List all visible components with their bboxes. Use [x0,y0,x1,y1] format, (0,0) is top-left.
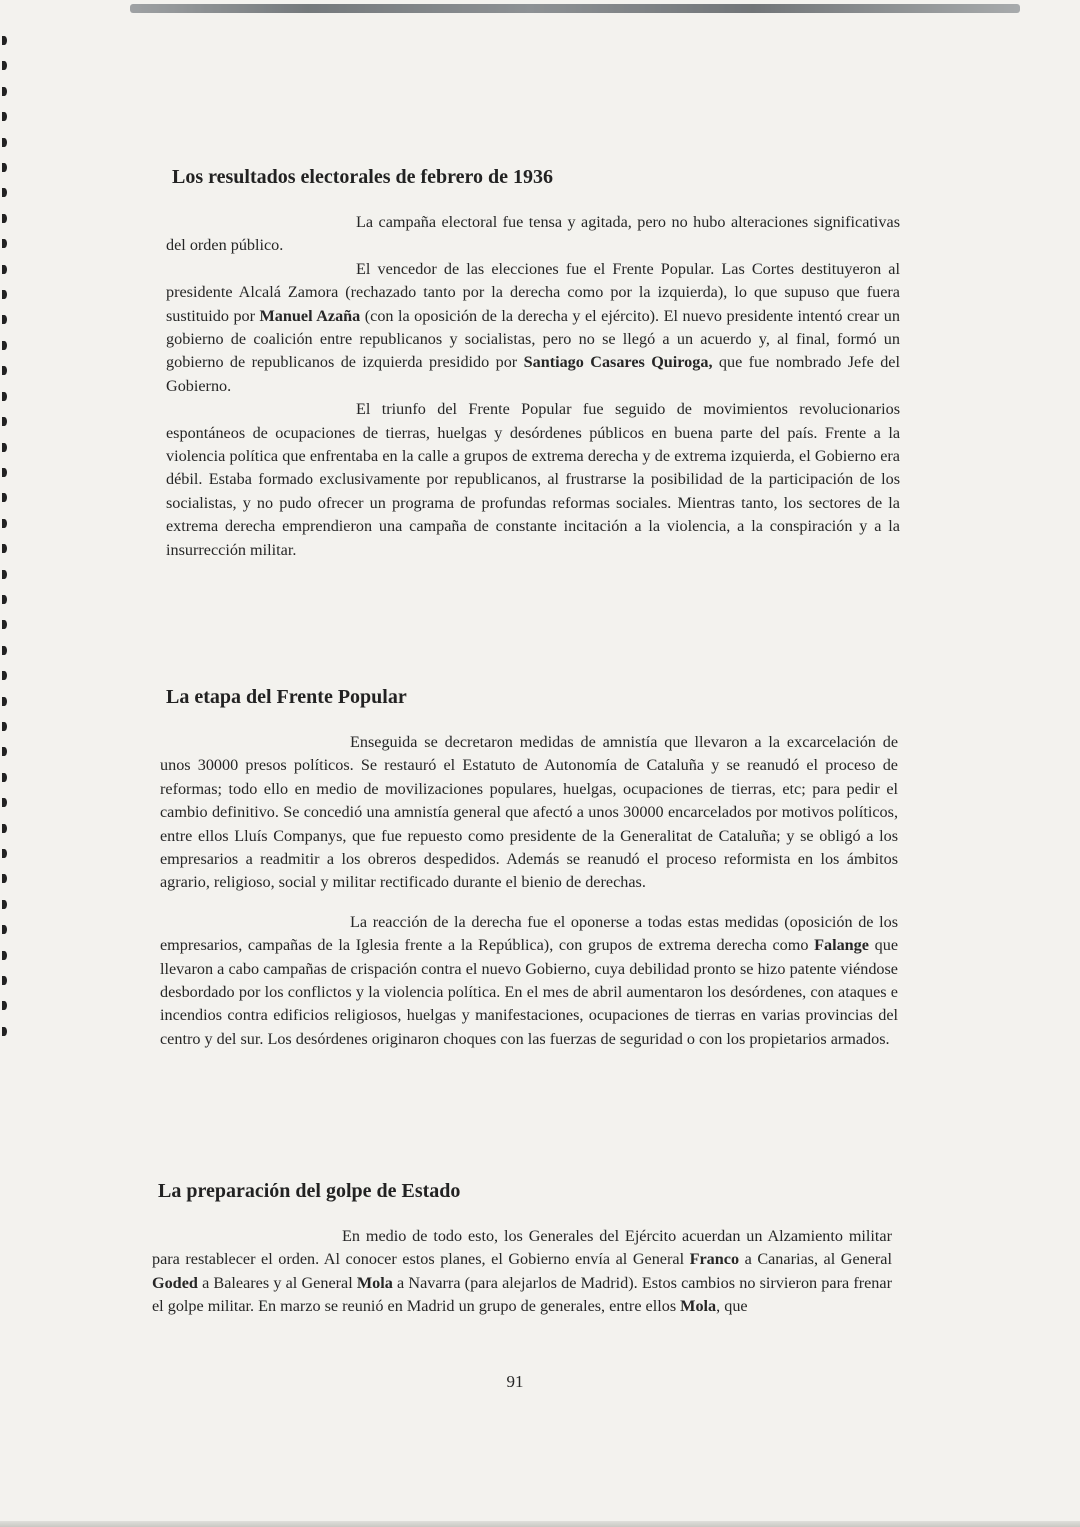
text-run: a Baleares y al General [197,1273,357,1292]
text-run: que fue nombrado Jefe del Gobierno. [166,353,900,395]
text-run: La reacción de la derecha fue el oponerse a todas estas medidas (oposición de los empresarios, campañas de la Iglesia frente a la República), con grupos de extrema derecha como [160,912,898,955]
binding-ring [2,87,7,96]
binding-ring [2,417,7,426]
binding-ring [2,976,7,985]
text-run: (con la oposición de la derecha y el ejército). El nuevo presidente intentó crear un gobierno de coalición entre republicanos y socialistas, pero no se llegó a un acuerdo y, al final, formó un gobierno de republicanos de izquierda presidido por [166,306,900,372]
bold-name: Mola [680,1297,717,1316]
binding-ring [2,1027,7,1036]
binding-ring [2,214,7,223]
spiral-binding [2,36,12,1036]
section-heading: Los resultados electorales de febrero de 1936 [172,166,554,188]
binding-ring [2,722,7,731]
binding-ring [2,951,7,960]
paragraph [166,211,900,258]
binding-ring [2,493,7,502]
text-run: a Canarias, al General [739,1250,892,1269]
bold-name: Manuel Azaña [259,306,361,325]
bold-name: Santiago Casares Quiroga, [523,353,713,372]
bottom-shadow [0,1521,1080,1527]
section-body [160,731,898,1051]
paragraph [160,731,898,895]
section-etapa-frente-popular [160,686,898,1051]
binding-ring [2,570,7,579]
bold-name: Falange [814,936,869,955]
text-run: El vencedor de las elecciones fue el Frente Popular. Las Cortes destituyeron al presidente Alcalá Zamora (rechazado tanto por la derecha como por la izquierda), lo que supuso que fuera sustituido por [166,259,900,325]
bold-name: Mola [356,1273,393,1292]
binding-ring [2,671,7,680]
binding-ring [2,646,7,655]
binding-ring [2,468,7,477]
binding-ring [2,824,7,833]
paragraph-gap [160,895,898,911]
binding-ring [2,239,7,248]
binding-ring [2,519,7,528]
binding-ring [2,900,7,909]
binding-ring [2,112,7,121]
binding-ring [2,392,7,401]
text-run: El triunfo del Frente Popular fue seguido de movimientos revolucionarios espontáneos de ocupaciones de tierras, huelgas y desórdenes públicos en buena parte del país. Frente a la violencia política que enfrentaba en la calle a grupos de extrema derecha y de extrema izquierda, el Gobierno era débil. Estaba formado exclusivamente por republicanos, al frustrarse la posibilidad de la participación de los socialistas, y no pudo ofrecer un programa de profundas reformas sociales. Mientras tanto, los sectores de la extrema derecha emprendieron una campaña de constante incitación a la violencia, a la conspiración y a la insurrección militar. [166,400,900,559]
section-body [152,1225,892,1319]
text-run: , que [716,1297,748,1316]
page-number: 91 [506,1372,524,1391]
binding-ring [2,315,7,324]
binding-ring [2,595,7,604]
binding-ring [2,773,7,782]
binding-ring [2,366,7,375]
text-run: Enseguida se decretaron medidas de amnistía que llevaron a la excarcelación de unos 30000 presos políticos. Se restauró el Estatuto de Autonomía de Cataluña y se reanudó el proceso de reformas; todo ello en medio de movilizaciones populares, huelgas, ocupaciones de tierras, etc; para pedir el cambio definitivo. Se concedió una amnistía general que afectó a unos 30000 encarcelados por motivos políticos, entre ellos Lluís Companys, que fue repuesto como presidente de la Generalitat de Cataluña; y se obligó a los empresarios a readmitir a los obreros despedidos. Además se reanudó el proceso reformista en los ámbitos agrario, religioso, social y militar rectificado durante el bienio de derechas. [160,733,898,892]
text-run: En medio de todo esto, los Generales del Ejército acuerdan un Alzamiento militar para restablecer el orden. Al conocer estos planes, el Gobierno envía al General [152,1227,892,1269]
paragraph [166,258,900,398]
binding-ring [2,849,7,858]
binding-ring [2,163,7,172]
bold-name: Goded [152,1273,198,1292]
binding-ring [2,747,7,756]
top-shadow-bar [130,4,1020,13]
binding-ring [2,620,7,629]
bold-name: Franco [689,1250,740,1269]
section-body [166,211,900,562]
binding-ring [2,61,7,70]
paragraph [166,398,900,562]
section-heading: La etapa del Frente Popular [166,686,407,708]
section-resultados-electorales [166,166,900,562]
binding-ring [2,925,7,934]
text-run: que llevaron a cabo campañas de crispación contra el nuevo Gobierno, cuya debilidad pronto se hizo patente viéndose desbordado por los conflictos y la violencia política. En el mes de abril aumentaron los desórdenes, con ataques e incendios contra edificios religiosos, huelgas y manifestaciones, ocupaciones de tierras en varias provincias del centro y del sur. Los desórdenes originaron choques con las fuerzas de seguridad o con los propietarios armados. [160,936,898,1048]
binding-ring [2,265,7,274]
paragraph [152,1225,892,1319]
binding-ring [2,443,7,452]
binding-ring [2,188,7,197]
binding-ring [2,798,7,807]
binding-ring [2,697,7,706]
section-heading: La preparación del golpe de Estado [158,1180,461,1202]
binding-ring [2,874,7,883]
binding-ring [2,1001,7,1010]
binding-ring [2,544,7,553]
paragraph [160,911,898,1051]
binding-ring [2,36,7,45]
text-run: La campaña electoral fue tensa y agitada, pero no hubo alteraciones significativas del orden público. [166,213,900,255]
section-preparacion-golpe [152,1180,892,1319]
binding-ring [2,138,7,147]
binding-ring [2,290,7,299]
text-run: a Navarra (para alejarlos de Madrid). Estos cambios no sirvieron para frenar el golpe militar. En marzo se reunió en Madrid un grupo de generales, entre ellos [152,1273,892,1316]
binding-ring [2,341,7,350]
